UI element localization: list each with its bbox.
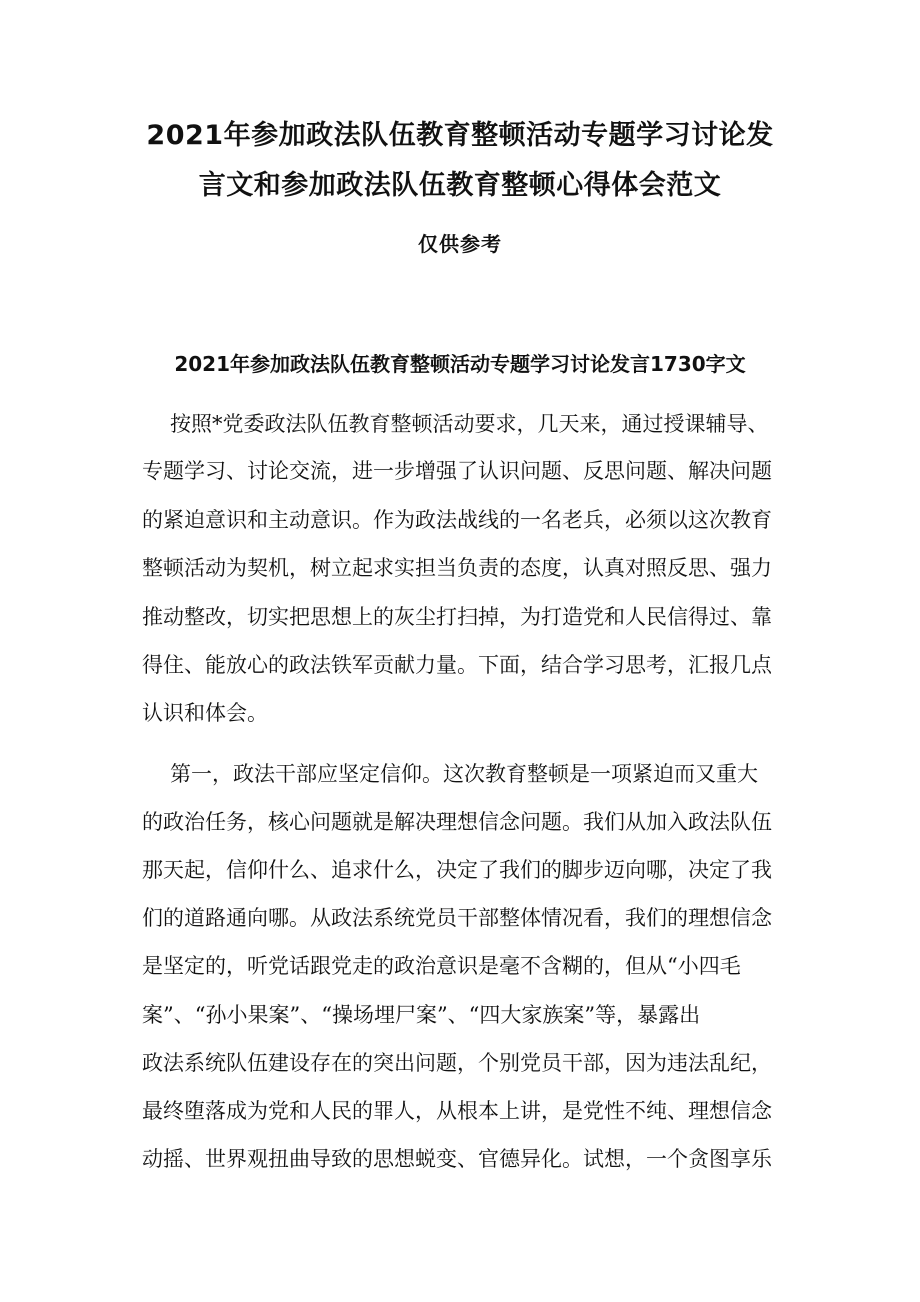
paragraph-line: 案”、“孙小果案”、“操场埋尸案”、“四大家族案”等，暴露出 bbox=[142, 1003, 701, 1027]
paragraph-line: 那天起，信仰什么、追求什么，决定了我们的脚步迈向哪，决定了我 bbox=[142, 858, 772, 882]
paragraph-line: 第一，政法干部应坚定信仰。这次教育整顿是一项紧迫而又重大 bbox=[170, 762, 758, 786]
paragraph-line: 得住、能放心的政法铁军贡献力量。下面，结合学习思考，汇报几点 bbox=[142, 653, 772, 677]
paragraph-line: 最终堕落成为党和人民的罪人，从根本上讲，是党性不纯、理想信念 bbox=[142, 1099, 772, 1123]
paragraph-line: 的紧迫意识和主动意识。作为政法战线的一名老兵，必须以这次教育 bbox=[142, 508, 772, 532]
paragraph-line: 专题学习、讨论交流，进一步增强了认识问题、反思问题、解决问题 bbox=[142, 459, 772, 483]
paragraph-line: 认识和体会。 bbox=[142, 701, 268, 725]
paragraph-line: 政法系统队伍建设存在的突出问题，个别党员干部，因为违法乱纪， bbox=[142, 1051, 772, 1075]
section-heading: 2021年参加政法队伍教育整顿活动专题学习讨论发言1730字文 bbox=[174, 352, 746, 376]
paragraph-line: 按照*党委政法队伍教育整顿活动要求，几天来，通过授课辅导、 bbox=[170, 412, 769, 436]
paragraph-line: 推动整改，切实把思想上的灰尘打扫掉，为打造党和人民信得过、靠 bbox=[142, 605, 772, 629]
document-title-line-1: 2021年参加政法队伍教育整顿活动专题学习讨论发 bbox=[146, 120, 774, 151]
document-subtitle: 仅供参考 bbox=[418, 232, 502, 256]
paragraph-line: 是坚定的，听党话跟党走的政治意识是毫不含糊的，但从“小四毛 bbox=[142, 954, 741, 978]
paragraph-line: 们的道路通向哪。从政法系统党员干部整体情况看，我们的理想信念 bbox=[142, 906, 772, 930]
paragraph-line: 的政治任务，核心问题就是解决理想信念问题。我们从加入政法队伍 bbox=[142, 810, 772, 834]
paragraph-line: 整顿活动为契机，树立起求实担当负责的态度，认真对照反思、强力 bbox=[142, 556, 772, 580]
document-title-line-2: 言文和参加政法队伍教育整顿心得体会范文 bbox=[198, 170, 722, 201]
paragraph-line: 动摇、世界观扭曲导致的思想蜕变、官德异化。试想，一个贪图享乐 bbox=[142, 1147, 772, 1171]
